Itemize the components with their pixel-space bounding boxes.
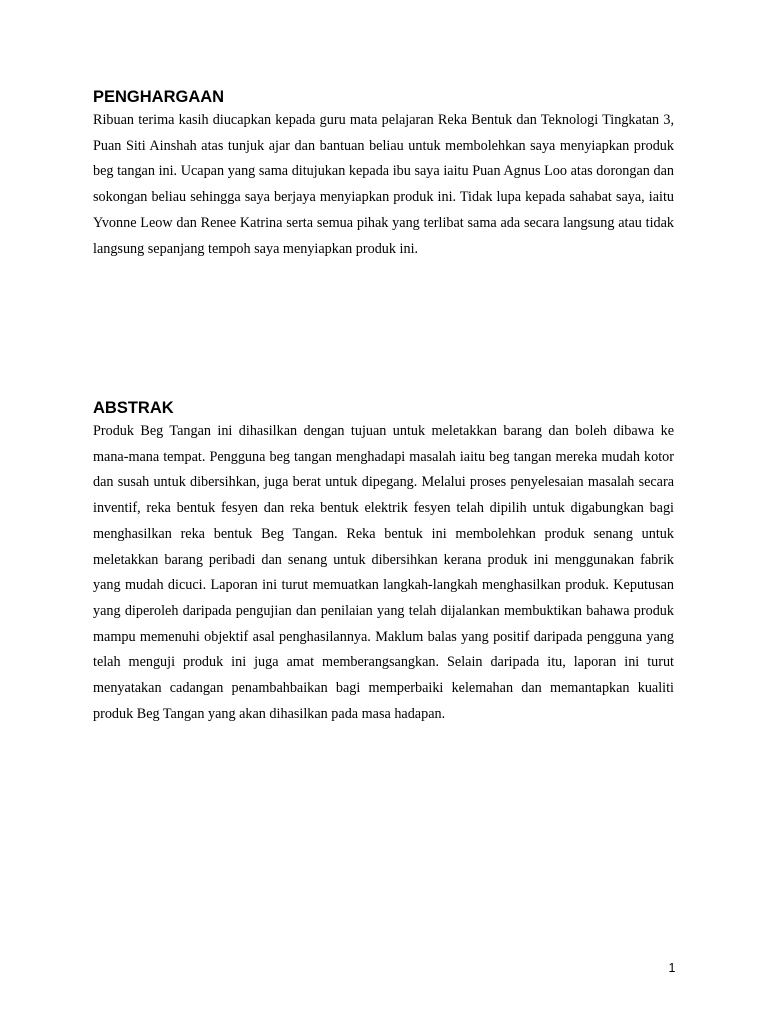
acknowledgement-section — [93, 86, 674, 262]
abstract-heading: ABSTRAK — [93, 399, 174, 417]
abstract-paragraph: Produk Beg Tangan ini dihasilkan dengan tujuan untuk meletakkan barang dan boleh dibawa ke mana-mana tempat. Pengguna beg tangan menghadapi masalah iaitu beg tangan mereka mudah kotor dan susah untuk dibersihkan, juga berat untuk dipegang. Melalui proses penyelesaian masalah secara inventif, reka bentuk fesyen dan reka bentuk elektrik fesyen telah dipilih untuk digabungkan bagi menghasilkan reka bentuk Beg Tangan. Reka bentuk ini membolehkan produk senang untuk meletakkan barang peribadi dan senang untuk dibersihkan kerana produk ini menggunakan fabrik yang mudah dicuci. Laporan ini turut memuatkan langkah-langkah menghasilkan produk. Keputusan yang diperoleh daripada pengujian dan penilaian yang telah dijalankan membuktikan bahawa produk mampu memenuhi objektif asal penghasilannya. Maklum balas yang positif daripada pengguna yang telah menguji produk ini juga amat memberangsangkan. Selain daripada itu, laporan ini turut menyatakan cadangan penambahbaikan bagi memperbaiki kelemahan dan memantapkan kualiti produk Beg Tangan yang akan dihasilkan pada masa hadapan. — [93, 423, 674, 722]
page-number: 1 — [668, 961, 676, 975]
abstract-section — [93, 397, 674, 727]
acknowledgement-heading: PENGHARGAAN — [93, 88, 225, 106]
acknowledgement-paragraph: Ribuan terima kasih diucapkan kepada guru mata pelajaran Reka Bentuk dan Teknologi Tingkatan 3, Puan Siti Ainshah atas tunjuk ajar dan bantuan beliau untuk membolehkan saya menyiapkan produk beg tangan ini. Ucapan yang sama ditujukan kepada ibu saya iaitu Puan Agnus Loo atas dorongan dan sokongan beliau sehingga saya berjaya menyiapkan produk ini. Tidak lupa kepada sahabat saya, iaitu Yvonne Leow dan Renee Katrina serta semua pihak yang terlibat sama ada secara langsung atau tidak langsung sepanjang tempoh saya menyiapkan produk ini. — [93, 112, 674, 257]
